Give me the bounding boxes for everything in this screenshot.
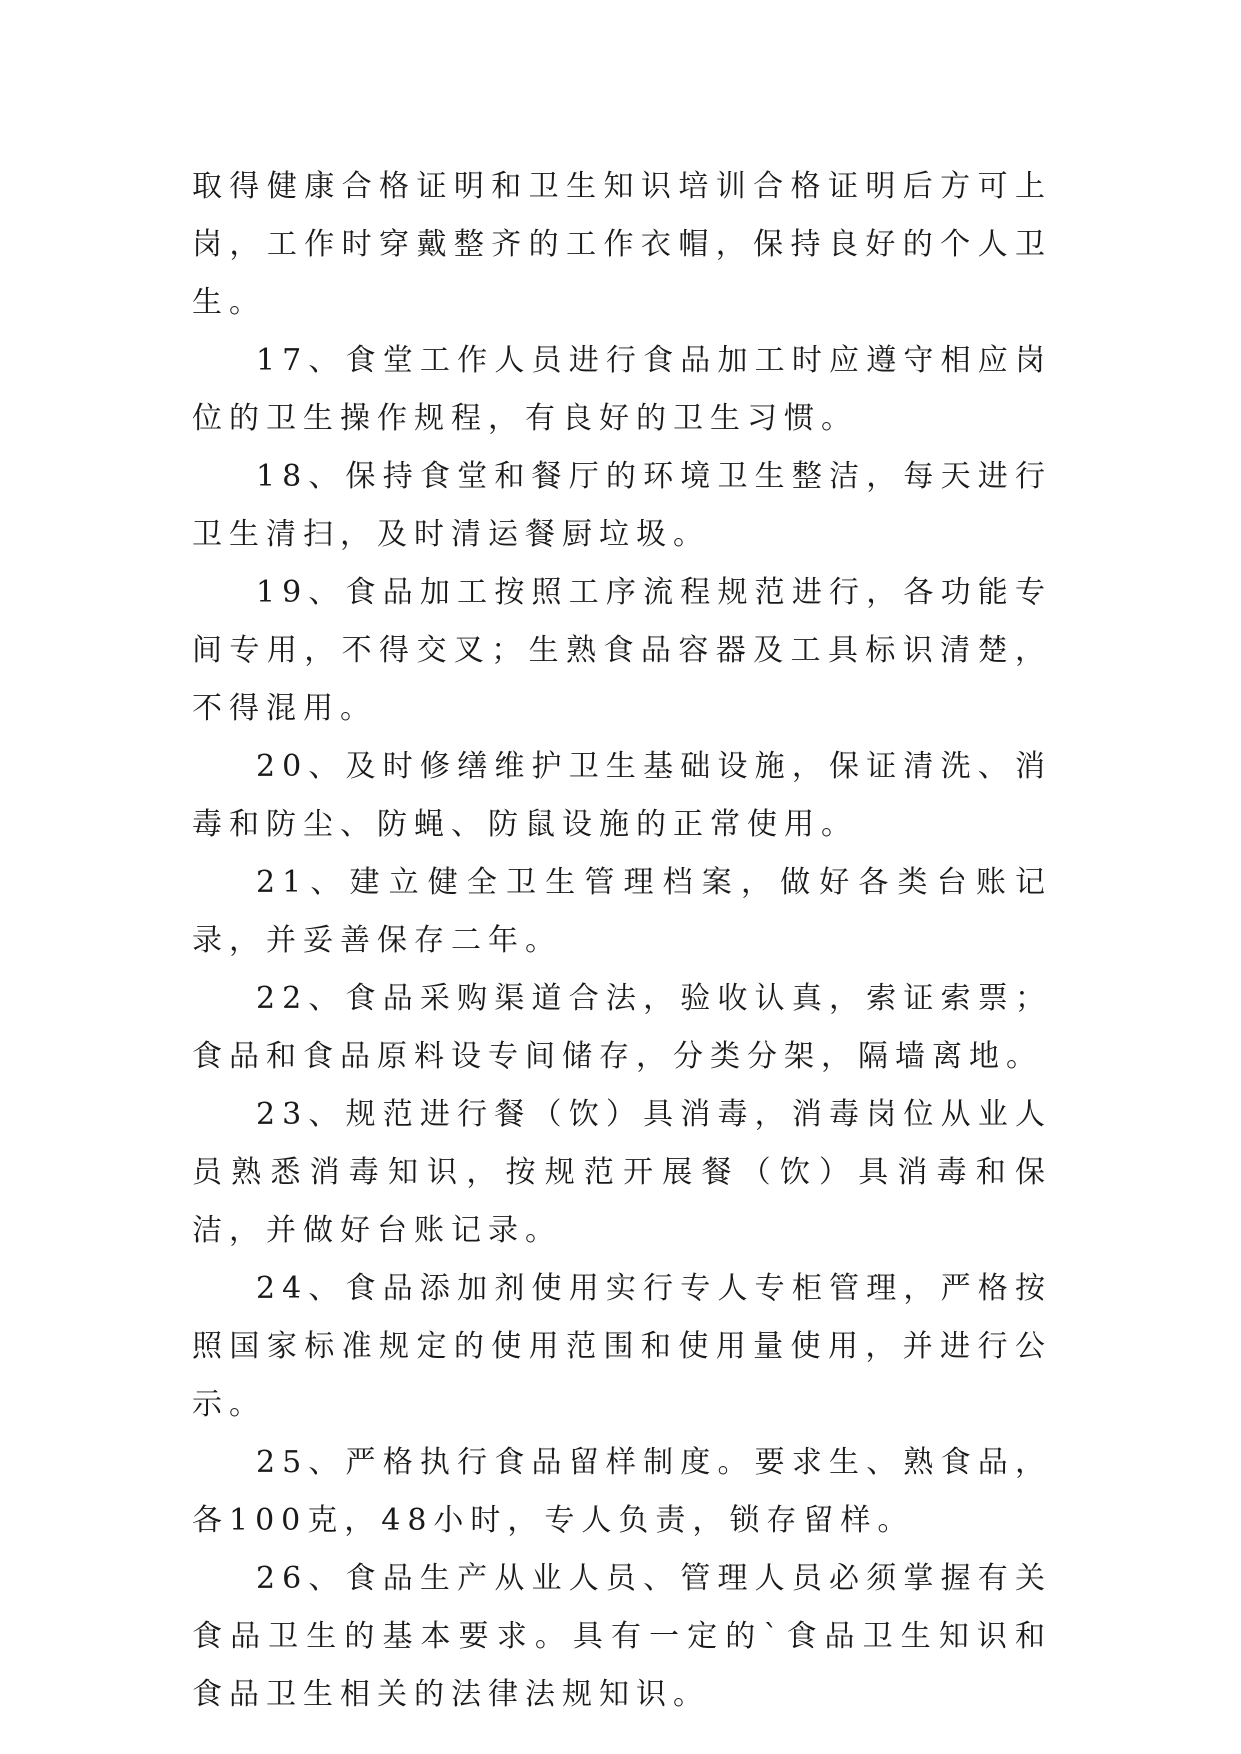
paragraph-item-25: 25、严格执行食品留样制度。要求生、熟食品，各100克，48小时，专人负责，锁存留样。 <box>192 1445 1052 1538</box>
paragraph-item-17: 17、食堂工作人员进行食品加工时应遵守相应岗位的卫生操作规程，有良好的卫生习惯。 <box>192 343 1052 436</box>
paragraph-item-20: 20、及时修缮维护卫生基础设施，保证清洗、消毒和防尘、防蝇、防鼠设施的正常使用。 <box>192 749 1052 842</box>
document-body <box>192 158 1052 1724</box>
paragraph-item-21: 21、建立健全卫生管理档案，做好各类台账记录，并妥善保存二年。 <box>192 865 1052 958</box>
paragraph-item-18: 18、保持食堂和餐厅的环境卫生整洁，每天进行卫生清扫，及时清运餐厨垃圾。 <box>192 459 1052 552</box>
paragraph-item-22: 22、食品采购渠道合法，验收认真，索证索票；食品和食品原料设专间储存，分类分架，隔墙离地。 <box>192 981 1052 1074</box>
paragraph: 取得健康合格证明和卫生知识培训合格证明后方可上岗，工作时穿戴整齐的工作衣帽，保持良好的个人卫生。 <box>192 169 1052 320</box>
paragraph-item-26: 26、食品生产从业人员、管理人员必须掌握有关食品卫生的基本要求。具有一定的`食品卫生知识和食品卫生相关的法律法规知识。 <box>192 1561 1052 1712</box>
paragraph-item-24: 24、食品添加剂使用实行专人专柜管理，严格按照国家标准规定的使用范围和使用量使用，并进行公示。 <box>192 1271 1052 1422</box>
paragraph-item-19: 19、食品加工按照工序流程规范进行，各功能专间专用，不得交叉；生熟食品容器及工具标识清楚，不得混用。 <box>192 575 1052 726</box>
paragraph-item-23: 23、规范进行餐（饮）具消毒，消毒岗位从业人员熟悉消毒知识，按规范开展餐（饮）具消毒和保洁，并做好台账记录。 <box>192 1097 1052 1248</box>
